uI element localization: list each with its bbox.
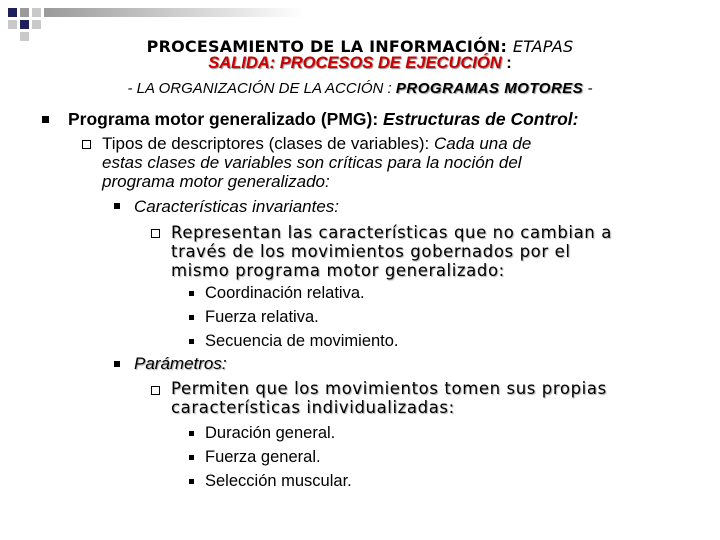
hollow-bullet: [82, 140, 91, 149]
bullet-square: [42, 116, 49, 123]
list-item: Duración general.: [205, 424, 336, 442]
parameters-description: Permiten que los movimientos tomen sus propias características individualizadas:: [171, 379, 607, 417]
corner-square: [32, 8, 41, 17]
slide-section-heading: - LA ORGANIZACIÓN DE LA ACCIÓN : PROGRAMAS MOTORES -: [127, 80, 593, 97]
list-item: Selección muscular.: [205, 472, 352, 490]
corner-square: [32, 20, 41, 29]
invariants-label: Características invariantes:: [134, 197, 340, 216]
list-bullet: [189, 291, 194, 296]
list-item: Coordinación relativa.: [205, 284, 365, 302]
slide-title: PROCESAMIENTO DE LA INFORMACIÓN: ETAPAS: [146, 37, 574, 56]
corner-square: [8, 20, 17, 29]
slide-subtitle: SALIDA: PROCESOS DE EJECUCIÓN :: [208, 54, 512, 72]
sub-item-text: Tipos de descriptores (clases de variables): Cada una de estas clases de variables son críticas para la noción del programa motor generalizado:: [102, 134, 532, 191]
main-item-text: Programa motor generalizado (PMG): Estructuras de Control:: [68, 109, 579, 129]
corner-square: [20, 8, 29, 17]
list-item: Fuerza relativa.: [205, 308, 319, 326]
list-bullet: [189, 339, 194, 344]
list-item: Fuerza general.: [205, 448, 321, 466]
corner-square: [8, 8, 17, 17]
hollow-bullet: [151, 386, 160, 395]
list-bullet: [189, 455, 194, 460]
bullet-square: [114, 203, 120, 209]
corner-square: [20, 20, 29, 29]
list-bullet: [189, 315, 194, 320]
list-bullet: [189, 479, 194, 484]
corner-gradient-bar: [44, 8, 304, 17]
hollow-bullet: [151, 229, 160, 238]
invariants-description: Representan las características que no cambian a través de los movimientos gobernados por el mismo programa motor generalizado:: [171, 223, 612, 280]
bullet-square: [114, 361, 120, 367]
list-bullet: [189, 431, 194, 436]
parameters-label: Parámetros:: [134, 354, 227, 373]
list-item: Secuencia de movimiento.: [205, 332, 399, 350]
